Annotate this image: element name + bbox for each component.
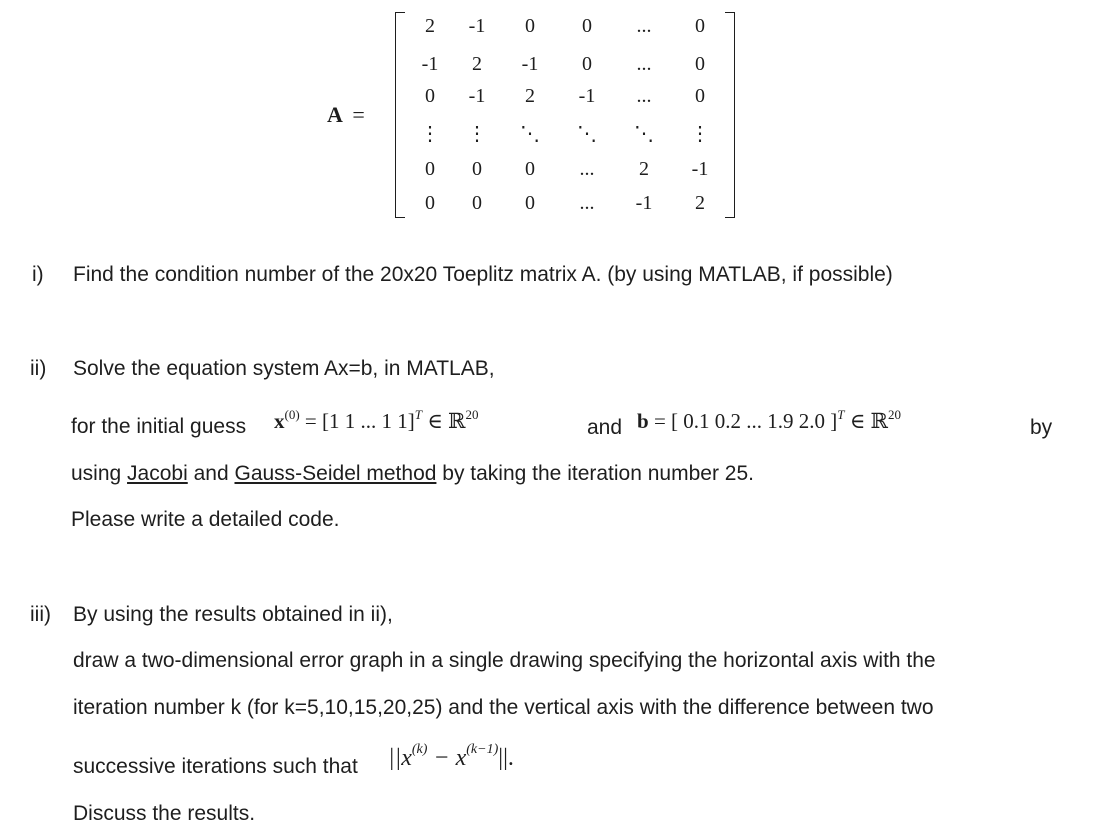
minus-x: − x (427, 745, 467, 771)
jacobi-link[interactable]: Jacobi (127, 462, 188, 485)
matrix-cell: -1 (468, 15, 486, 37)
matrix-cell: 0 (582, 15, 592, 37)
q3-line4-prefix: successive iterations such that (73, 755, 358, 778)
matrix-symbol-A: A (327, 102, 343, 127)
q1-number: i) (32, 263, 44, 286)
by-word: by (1030, 416, 1053, 439)
x0-superscript: (0) (284, 407, 300, 422)
matrix-cell: 2 (695, 192, 705, 214)
matrix-cell: 0 (525, 158, 535, 180)
matrix-cell: -1 (578, 85, 596, 107)
q2-number: ii) (30, 357, 47, 380)
q2-line3 (71, 462, 754, 486)
matrix-cell: ... (636, 85, 652, 107)
q1-text: Find the condition number of the 20x20 Toeplitz matrix A. (by using MATLAB, if possible) (73, 263, 893, 286)
equals-sign: = (352, 102, 365, 127)
norm-open: ||x (388, 745, 412, 771)
matrix-cell: ⋮ (420, 123, 440, 145)
q3-number: iii) (30, 603, 51, 626)
matrix-cell: -1 (421, 53, 439, 75)
matrix-cell: ⋮ (690, 123, 710, 145)
x0-expression (274, 407, 479, 434)
matrix-cell: 0 (425, 158, 435, 180)
b-in-R: ∈ ℝ (849, 409, 889, 433)
matrix-cell: 2 (425, 15, 435, 37)
q2-line4: Please write a detailed code. (71, 508, 340, 531)
x0-R-dim: 20 (465, 407, 479, 422)
q3-line1: By using the results obtained in ii), (73, 603, 393, 626)
x0-in-R: ∈ ℝ (427, 409, 466, 433)
x0-symbol: x (274, 409, 285, 433)
matrix-cell: 2 (639, 158, 649, 180)
gauss-seidel-link[interactable]: Gauss-Seidel method (234, 462, 437, 485)
x0-vector: = [1 1 ... 1 1] (304, 409, 415, 433)
matrix-cell: 2 (525, 85, 535, 107)
q2-line3-mid: and (193, 462, 229, 485)
matrix-label (327, 102, 365, 128)
matrix-cell: 0 (425, 85, 435, 107)
b-expression (637, 407, 901, 434)
matrix-cell: 0 (525, 192, 535, 214)
q2-line2-prefix: for the initial guess (71, 415, 247, 438)
matrix-cell: ... (636, 53, 652, 75)
right-bracket (725, 12, 735, 218)
matrix-cell: 0 (582, 53, 592, 75)
matrix-cell: 0 (695, 85, 705, 107)
matrix-cell: -1 (635, 192, 653, 214)
q2-line3-prefix: using (71, 462, 122, 485)
matrix-cell: -1 (468, 85, 486, 107)
matrix-cell: ⋱ (634, 123, 654, 145)
sup-k: (k) (411, 742, 428, 757)
matrix-cell: -1 (521, 53, 539, 75)
matrix-cell: 0 (425, 192, 435, 214)
q2-line1: Solve the equation system Ax=b, in MATLAB, (73, 357, 495, 380)
matrix-cell: ... (579, 158, 595, 180)
norm-close: ||. (498, 745, 514, 771)
matrix-cell: ... (636, 15, 652, 37)
matrix-cell: 0 (472, 192, 482, 214)
q3-line5: Discuss the results. (73, 802, 256, 825)
and-word: and (587, 416, 623, 439)
matrix-cell: ⋮ (467, 123, 487, 145)
x0-transpose: T (414, 407, 422, 422)
b-R-dim: 20 (888, 407, 902, 422)
q3-line3: iteration number k (for k=5,10,15,20,25) and the vertical axis with the difference between two (73, 696, 934, 719)
left-bracket (395, 12, 405, 218)
matrix-cell: 0 (695, 15, 705, 37)
b-transpose: T (837, 407, 845, 422)
matrix-cell: ... (579, 192, 595, 214)
q2-line3-suffix: by taking the iteration number 25. (442, 462, 754, 485)
matrix-cell: 0 (525, 15, 535, 37)
b-symbol: b (637, 409, 649, 433)
matrix-cell: 0 (472, 158, 482, 180)
matrix-figure (0, 0, 1099, 230)
q3-line2: draw a two-dimensional error graph in a single drawing specifying the horizontal axis with the (73, 649, 936, 672)
matrix-cell: 0 (695, 53, 705, 75)
matrix-cell: ⋱ (577, 123, 597, 145)
matrix-cell: ⋱ (520, 123, 540, 145)
sup-k-minus-1: (k−1) (466, 742, 499, 757)
matrix-cell: 2 (472, 53, 482, 75)
matrix-cell: -1 (691, 158, 709, 180)
b-vector: = [ 0.1 0.2 ... 1.9 2.0 ] (653, 409, 838, 433)
difference-norm (388, 742, 514, 772)
